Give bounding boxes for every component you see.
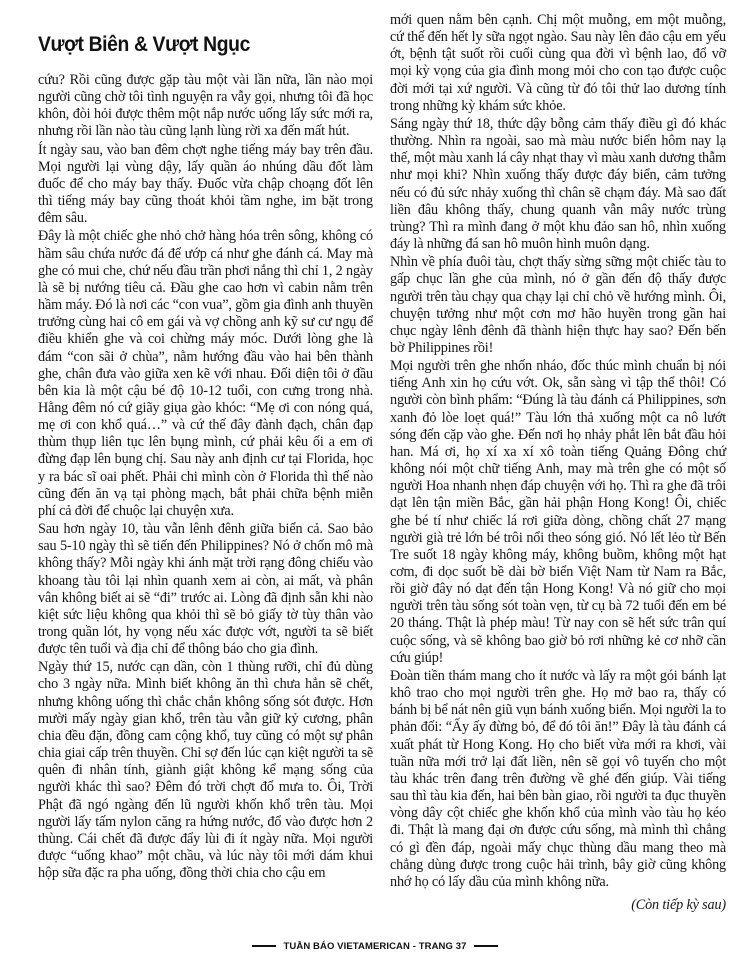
article-title: Vượt Biên & Vượt Ngục: [38, 33, 250, 56]
paragraph: Ngày thứ 15, nước cạn dần, còn 1 thùng rưỡi, chỉ đủ dùng cho 3 ngày nữa. Mình biết không ăn thì chưa hẳn sẽ chết, nhưng không uống thì chắc chắn không sống sót được. Hơn mười mấy ngày gian khổ, trên tàu vẫn giữ kỷ cương, phân chia đều đặn, đồng cam cộng khổ, tuy cũng có một sự phân chia giai cấp trên thuyền. Chỉ sợ đến lúc cạn kiệt người ta sẽ quên đi nhân tính, giành giật không kể mạng sống của người khác thì sao? Đêm đó trời chợt đổ mưa to. Ôi, Trời Phật đã ngó ngàng đến lũ người khốn khổ trên tàu. Mọi người lấy tấm nylon căng ra hứng nước, đổ vào được hơn 2 thùng. Cái chết đã được đẩy lùi đi ít ngày nữa. Mọi người được “uống khao” một chầu, và lúc này tôi mới dám khui hộp sữa đặc ra pha uống, đồng thời chia cho cậu em: [38, 659, 373, 882]
paragraph: Ít ngày sau, vào ban đêm chợt nghe tiếng máy bay trên đầu. Mọi người lại vùng dậy, lấy quần áo nhúng dầu đốt làm đuốc để cho máy bay thấy. Đuốc vừa chập choạng đốt lên thì tiếng máy bay cũng thoát khỏi tầm nghe, im bặt trong đêm sâu.: [38, 141, 373, 227]
left-column: [38, 12, 373, 883]
right-column: [390, 12, 726, 915]
footer-rule-right: [474, 945, 498, 947]
continued-note: (Còn tiếp kỳ sau): [631, 896, 726, 913]
paragraph: Mọi người trên ghe nhốn nháo, đốc thúc mình chuẩn bị nói tiếng Anh xin họ cứu vớt. Ok, sẵn sàng vì tập thể thôi! Có người còn bình phẩm: “Đúng là tàu đánh cá Philippines, sơn xanh đỏ lòe loẹt quá!” Tàu lớn thả xuống một ca nô lướt sóng đến cặp vào ghe. Đến nơi họ nhảy phắt lên bắt đầu hỏi han. Má ơi, họ xí xa xí xô toàn tiếng Quảng Đông chứ không nói một chữ tiếng Anh, may mà trên ghe có một số người Hoa nhanh nhẹn đáp chuyện với họ. Thì ra ghe đã trôi dạt lên tận miền Bắc, gần hải phận Hong Kong! Ôi, chiếc ghe bé tí như chiếc lá rơi giữa dòng, chồng chất 27 mạng người già trẻ lớn bé trôi nổi theo sóng gió. Nó lết lẻo từ Bến Tre suốt 18 ngày không máy, không buồm, không một hạt cơm, đi dọc suốt bề dài bờ biển Việt Nam từ Nam ra Bắc, rồi giờ đây nó dạt đến tận Hong Kong! Và nó giữ cho mọi người trên tàu sống sót toàn vẹn, từ cụ bà 72 tuổi đến em bé 20 tháng. Thật là phép màu! Từ nay con sẽ hết sức trân quí cuộc sống, và sẽ không bao giờ bỏ rơi những kẻ cơ nhỡ cần cứu giúp!: [390, 358, 726, 666]
paragraph: Sáng ngày thứ 18, thức dậy bỗng cảm thấy điều gì đó khác thường. Nhìn ra ngoài, sao mà màu nước biển hôm nay lạ thế, một màu xanh lá cây nhạt thay vì màu xanh dương thẫm như mọi khi? Nhìn xuống thấy được đáy biển, cảm tưởng nếu có đủ sức nhảy xuống thì chân sẽ chạm đáy. Mà sao đất liền đâu không thấy, chung quanh vẫn mây nước trùng trùng? Thì ra mình đang ở một khu đảo san hô, nhìn xuống đáy là những đá san hô muôn hình muôn dạng.: [390, 115, 726, 253]
paragraph: Đây là một chiếc ghe nhỏ chở hàng hóa trên sông, không có hầm sâu chứa nước đá để ướp cá như ghe đánh cá. May mà ghe có mui che, chứ nếu đầu trần phơi nắng thì chỉ 1, 2 ngày là sẽ bị nướng tiêu cả. Đầu ghe cao hơn vì cabin nằm trên hầm máy. Đó là nơi các “con vua”, gồm gia đình anh thuyền trưởng cùng hai cô em gái và vợ chồng anh kỹ sư cư ngụ để điều khiển ghe và coi chừng máy móc. Dưới lòng ghe là đám “con sãi ở chùa”, nằm hướng đầu vào hai bên thành ghe, chân đưa vào giữa xen kẽ với nhau. Đối diện tôi ở đầu bên kia là một cậu bé độ 10-12 tuổi, con cưng trong nhà. Hằng đêm nó cứ giãy giụa gào khóc: “Mẹ ơi con nóng quá, mẹ ơi con khổ quá…” và cứ thế đây đành đạch, chân đạp thùm thụp liên tục lên bụng mình, cứ phải kêu ối a em ơi đừng đạp lên bụng chị. Sau này anh định cư tại Florida, học y ra bác sĩ oai phết. Phải chi mình còn ở Florida thì thế nào cũng đến ăn vạ tại phòng mạch, bắt phải chữa bệnh miễn phí cả đời để chuộc lại chuyện xưa.: [38, 228, 373, 519]
footer-text: TUẦN BÁO VIETAMERICAN - TRANG 37: [283, 941, 467, 952]
footer-rule-left: [252, 945, 276, 947]
paragraph: Đoàn tiền thám mang cho ít nước và lấy ra một gói bánh lạt khô trao cho mọi người trên ghe. Họ mở bao ra, thấy có bánh bị bể nát nên giũ vụn bánh xuống biển. Mọi người la to phản đối: “Ấy ấy đừng bỏ, để đó tôi ăn!” Đây là tàu đánh cá xuất phát từ Hong Kong. Họ cho biết vừa mới ra khơi, vài tuần nữa mới trở lại đất liền, nên sẽ gọi vô tuyến cho một tàu khác trên đang trên đường về ghé đến giúp. Vài tiếng sau thì tàu kia đến, hai bên bàn giao, rồi người ta đục thuyền vòng dây cột chiếc ghe khốn khổ của mình vào tàu họ kéo đi. Thật là mang đại ơn được cứu sống, mà mình thì chẳng có gì đền đáp, ngoài mấy chục thùng dầu mang theo mà chẳng dùng được trong cuộc hải trình, bây giờ cũng không nhớ họ có lấy dầu của mình không nữa.: [390, 667, 726, 890]
paragraph: Nhìn về phía đuôi tàu, chợt thấy sừng sững một chiếc tàu to gấp chục lần ghe của mình, nó ở gần đến độ thấy được người trên tàu chạy qua chạy lại chỉ chỏ về hướng mình. Ôi, chuyện tưởng như một cơn mơ hão huyền trong gần hai chục ngày lênh đênh đã thành hiện thực hay sao? Đến bến bờ Philippines rồi!: [390, 254, 726, 356]
paragraph: cứu? Rồi cũng được gặp tàu một vài lần nữa, lần nào mọi người cũng chờ tôi tình nguyện ra vẫy gọi, nhưng tôi đã học khôn, đòi hỏi được thêm một nắp nước uống lấy sức mới ra, nhưng rồi lần nào tàu cũng lạnh lùng rời xa đến mất hút.: [38, 72, 373, 140]
paragraph: Sau hơn ngày 10, tàu vẫn lênh đênh giữa biển cả. Sao bảo sau 5-10 ngày thì sẽ tiến đến Philippines? Nó ở chốn mô mà không thấy? Mỗi ngày khi ánh mặt trời rạng đông chiếu vào khoang tàu tôi lại nhìn quanh xem ai còn, ai mất, và phân vân không biết ai sẽ “đi” trước ai. Lòng đã định sẵn khi nào kiệt sức liệu không qua khỏi thì sẽ bỏ giấy tờ tùy thân vào trong quần lót, hy vọng nếu xác được vớt, người ta sẽ biết được tên tuổi và địa chỉ để thông báo cho gia đình.: [38, 521, 373, 658]
page-footer: [0, 941, 750, 952]
paragraph: mới quen nằm bên cạnh. Chị một muỗng, em một muỗng, cứ thế đến hết ly sữa ngọt ngào. Sau này lên đảo cậu em yếu ớt, bệnh tật suốt rồi cuối cùng qua đời vì bệnh lao, đổ vỡ mọi kỳ vọng của gia đình mong mỏi cho con tạo được cuộc đời mới tại xứ người. Và cũng từ đó tôi thử lao dương tính trong những kỳ khám sức khỏe.: [390, 12, 726, 114]
